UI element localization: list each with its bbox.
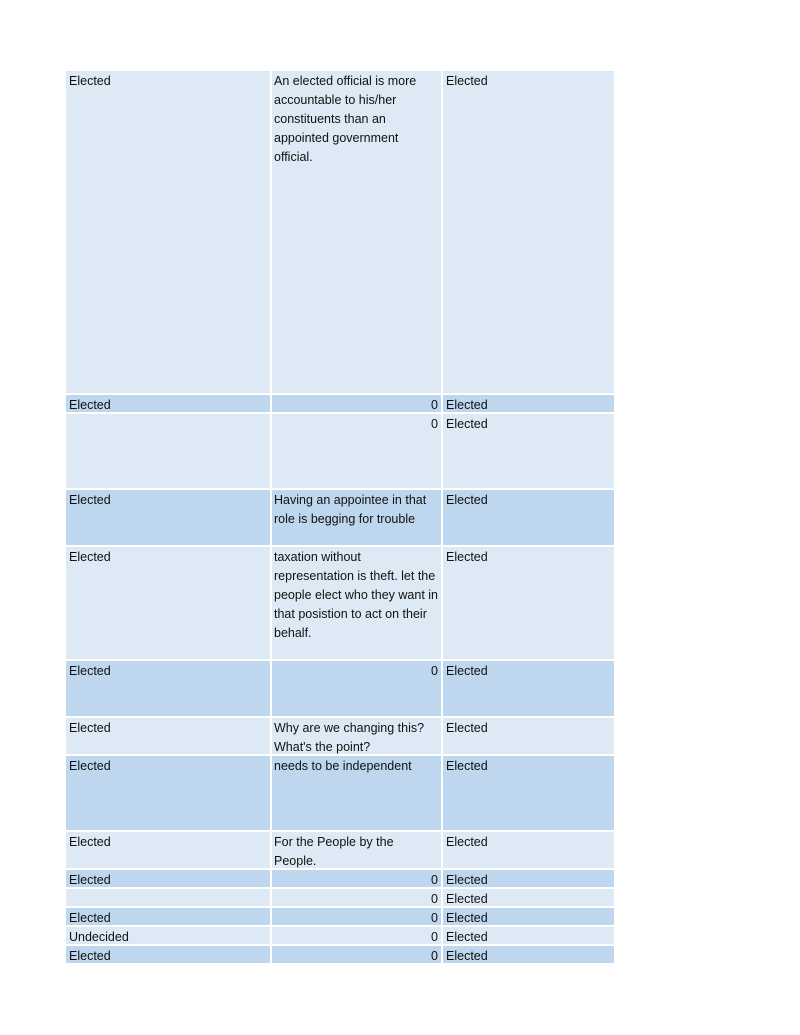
final-cell: Elected [446,873,488,887]
preference-cell: Elected [66,661,272,716]
comment-cell: 0 [272,946,443,963]
comment-cell: taxation without representation is theft. let the people elect who they want in that posistion to act on their behalf. [272,547,443,659]
final-cell: Elected [446,835,488,849]
preference-cell: Elected [66,908,272,925]
comment-cell: For the People by the People. [272,832,443,868]
final-cell: Elected [446,930,488,944]
final-cell: Elected [446,892,488,906]
preference-cell: Elected [66,490,272,545]
final-cell: Elected [446,550,488,564]
table-row [66,71,614,395]
comment-cell: Why are we changing this? What's the point? [272,718,443,754]
final-cell: Elected [446,721,488,735]
preference-cell: Elected [66,832,272,868]
preference-cell: Elected [66,71,272,393]
comment-cell: Having an appointee in that role is begging for trouble [272,490,443,545]
preference-cell: Elected [66,547,272,659]
table-row [66,756,614,832]
preference-cell: Elected [66,718,272,754]
comment-cell: 0 [272,414,443,488]
preference-cell: Undecided [66,927,272,944]
table-row [66,927,614,946]
preference-cell [66,414,272,488]
table-row [66,870,614,889]
final-cell: Elected [446,398,488,412]
final-cell: Elected [446,911,488,925]
preference-cell: Elected [66,756,272,830]
table-row [66,490,614,547]
final-cell: Elected [446,759,488,773]
survey-table [66,71,614,965]
table-row [66,547,614,661]
preference-cell: Elected [66,870,272,887]
final-cell: Elected [446,493,488,507]
comment-cell: 0 [272,927,443,944]
table-row [66,718,614,756]
comment-cell: 0 [272,889,443,906]
comment-cell: 0 [272,661,443,716]
comment-cell: An elected official is more accountable to his/her constituents than an appointed government official. [272,71,443,393]
table-row [66,414,614,490]
final-cell: Elected [446,949,488,963]
final-cell: Elected [446,417,488,431]
comment-cell: 0 [272,395,443,412]
table-row [66,661,614,718]
preference-cell [66,889,272,906]
final-cell: Elected [446,74,488,88]
comment-cell: 0 [272,908,443,925]
table-row [66,908,614,927]
comment-cell: 0 [272,870,443,887]
preference-cell: Elected [66,946,272,963]
table-row [66,395,614,414]
preference-cell: Elected [66,395,272,412]
final-cell: Elected [446,664,488,678]
table-row [66,946,614,965]
table-row [66,832,614,870]
comment-cell: needs to be independent [272,756,443,830]
table-row [66,889,614,908]
